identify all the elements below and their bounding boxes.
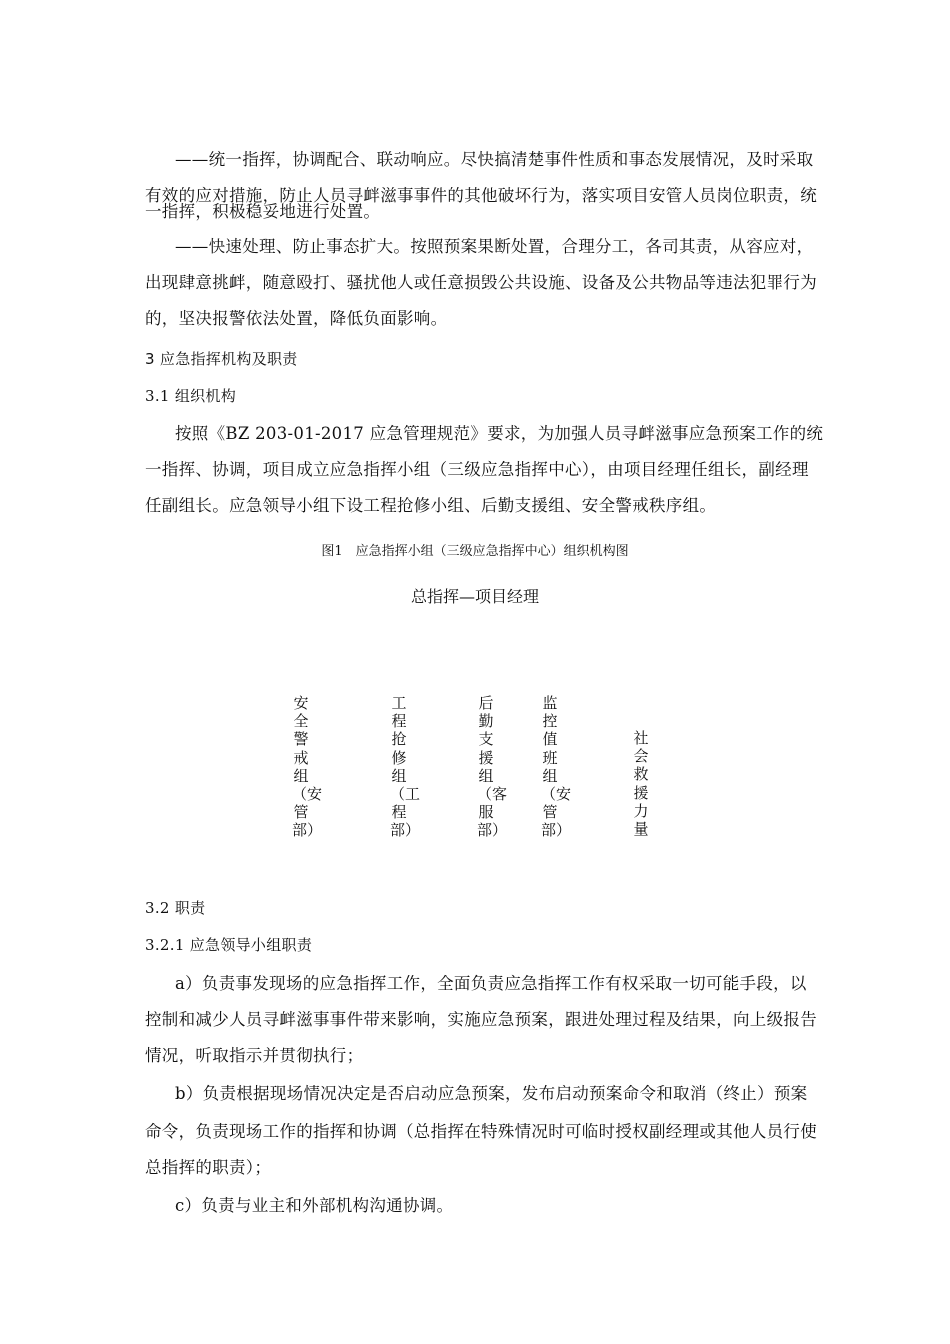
paragraph-line: 出现肆意挑衅，随意殴打、骚扰他人或任意损毁公共设施、设备及公共物品等违法犯罪行为: [145, 273, 817, 292]
subsection-heading: 3.1 组织机构: [145, 387, 237, 405]
list-item-line: b）负责根据现场情况决定是否启动应急预案，发布启动预案命令和取消（终止）预案: [175, 1084, 808, 1103]
list-item-line: 控制和减少人员寻衅滋事事件带来影响，实施应急预案，跟进处理过程及结果，向上级报告: [145, 1010, 817, 1029]
paragraph-line: 一指挥、协调，项目成立应急指挥小组（三级应急指挥中心），由项目经理任组长，副经理: [145, 460, 809, 479]
subsection-heading: 3.2.1 应急领导小组职责: [145, 936, 313, 954]
paragraph-line: 的，坚决报警依法处置，降低负面影响。: [145, 309, 448, 328]
org-node-social-rescue: 社会救援力量: [633, 729, 649, 839]
section-heading: 3 应急指挥机构及职责: [145, 350, 298, 368]
paragraph-line: ——统一指挥，协调配合、联动响应。尽快搞清楚事件性质和事态发展情况，及时采取: [175, 150, 814, 169]
list-item-line: 命令，负责现场工作的指挥和协调（总指挥在特殊情况时可临时授权副经理或其他人员行使: [145, 1122, 817, 1141]
list-item-line: 情况，听取指示并贯彻执行；: [145, 1046, 364, 1065]
org-node-monitoring: 监控值班组（安管部）: [541, 694, 572, 840]
list-item-line: c）负责与业主和外部机构沟通协调。: [175, 1196, 454, 1215]
figure-caption: 图1 应急指挥小组（三级应急指挥中心）组织机构图: [321, 544, 629, 559]
paragraph-line: 按照《BZ 203-01-2017 应急管理规范》要求，为加强人员寻衅滋事应急预案工作的统: [175, 424, 824, 443]
org-node-security: 安全警戒组（安管部）: [292, 694, 323, 840]
list-item-line: a）负责事发现场的应急指挥工作，全面负责应急指挥工作有权采取一切可能手段，以: [175, 974, 807, 993]
org-node-engineering: 工程抢修组（工程部）: [390, 694, 421, 840]
org-chart-top-node: 总指挥—项目经理: [410, 587, 539, 606]
paragraph-line: 有效的应对措施，防止人员寻衅滋事事件的其他破坏行为，落实项目安管人员岗位职责，统: [145, 186, 817, 205]
paragraph-line: ——快速处理、防止事态扩大。按照预案果断处置，合理分工，各司其责，从容应对，: [175, 237, 814, 256]
org-node-logistics: 后勤支援组（客服部）: [477, 694, 508, 840]
paragraph-line: 任副组长。应急领导小组下设工程抢修小组、后勤支援组、安全警戒秩序组。: [145, 496, 717, 515]
paragraph-line: 一指挥，积极稳妥地进行处置。: [145, 202, 381, 221]
subsection-heading: 3.2 职责: [145, 899, 206, 917]
list-item-line: 总指挥的职责）；: [145, 1158, 272, 1177]
